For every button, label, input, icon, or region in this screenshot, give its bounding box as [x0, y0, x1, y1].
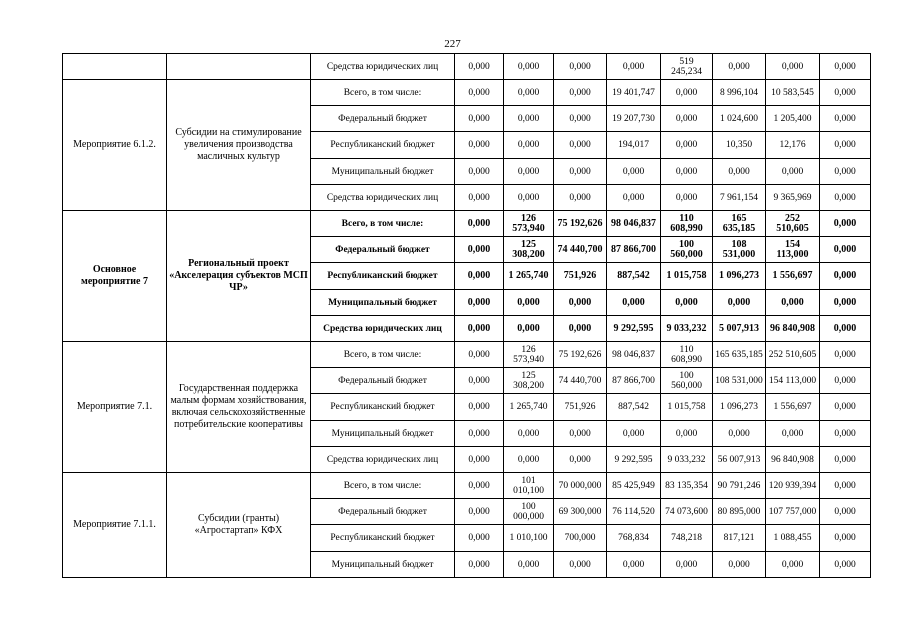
amount-cell: 0,000: [554, 54, 607, 80]
amount-cell: 108 531,000: [713, 237, 766, 263]
amount-cell: 0,000: [713, 421, 766, 447]
amount-cell: 0,000: [607, 421, 661, 447]
amount-cell: 154 113,000: [766, 368, 820, 394]
amount-cell: 69 300,000: [554, 499, 607, 525]
funding-source-cell: Федеральный бюджет: [311, 499, 455, 525]
amount-cell: 519 245,234: [661, 54, 713, 80]
amount-cell: 0,000: [661, 106, 713, 132]
amount-cell: 0,000: [504, 421, 554, 447]
amount-cell: 75 192,626: [554, 342, 607, 368]
amount-cell: 9 033,232: [661, 447, 713, 473]
amount-cell: 0,000: [820, 54, 871, 80]
budget-table: [62, 53, 871, 578]
amount-cell: 0,000: [820, 473, 871, 499]
measure-code-cell: Мероприятие 7.1.1.: [63, 473, 167, 578]
amount-cell: 0,000: [455, 185, 504, 211]
table-row: [63, 54, 871, 80]
amount-cell: 110 608,990: [661, 211, 713, 237]
amount-cell: 0,000: [554, 132, 607, 159]
amount-cell: 154 113,000: [766, 237, 820, 263]
amount-cell: 7 961,154: [713, 185, 766, 211]
page-number: 227: [444, 38, 461, 50]
amount-cell: 1 265,740: [504, 394, 554, 421]
amount-cell: 0,000: [455, 473, 504, 499]
amount-cell: 165 635,185: [713, 342, 766, 368]
amount-cell: 0,000: [607, 185, 661, 211]
amount-cell: 0,000: [820, 237, 871, 263]
amount-cell: 252 510,605: [766, 211, 820, 237]
amount-cell: 0,000: [455, 106, 504, 132]
amount-cell: 74 073,600: [661, 499, 713, 525]
amount-cell: 0,000: [607, 290, 661, 316]
amount-cell: 0,000: [455, 316, 504, 342]
amount-cell: 887,542: [607, 394, 661, 421]
funding-source-cell: Всего, в том числе:: [311, 211, 455, 237]
funding-source-cell: Муниципальный бюджет: [311, 421, 455, 447]
amount-cell: 0,000: [455, 525, 504, 552]
amount-cell: 0,000: [554, 290, 607, 316]
table-row: [63, 80, 871, 106]
amount-cell: 100 000,000: [504, 499, 554, 525]
amount-cell: 0,000: [554, 421, 607, 447]
amount-cell: 0,000: [554, 185, 607, 211]
amount-cell: 0,000: [820, 421, 871, 447]
amount-cell: 165 635,185: [713, 211, 766, 237]
amount-cell: 108 531,000: [713, 368, 766, 394]
amount-cell: 0,000: [455, 499, 504, 525]
amount-cell: 125 308,200: [504, 368, 554, 394]
amount-cell: 126 573,940: [504, 211, 554, 237]
amount-cell: 0,000: [661, 80, 713, 106]
amount-cell: 0,000: [766, 290, 820, 316]
amount-cell: 0,000: [504, 159, 554, 185]
funding-source-cell: Республиканский бюджет: [311, 394, 455, 421]
measure-name-cell: [167, 54, 311, 80]
amount-cell: 12,176: [766, 132, 820, 159]
amount-cell: 10 583,545: [766, 80, 820, 106]
amount-cell: 0,000: [504, 316, 554, 342]
amount-cell: 107 757,000: [766, 499, 820, 525]
amount-cell: 1 096,273: [713, 394, 766, 421]
measure-name-cell: Государственная поддержка малым формам хозяйствования, включая сельскохозяйственные потребительские кооперативы: [167, 342, 311, 473]
table-body: [63, 54, 871, 578]
amount-cell: 0,000: [766, 54, 820, 80]
amount-cell: 76 114,520: [607, 499, 661, 525]
amount-cell: 9 292,595: [607, 316, 661, 342]
amount-cell: 87 866,700: [607, 368, 661, 394]
amount-cell: 100 560,000: [661, 237, 713, 263]
amount-cell: 887,542: [607, 263, 661, 290]
amount-cell: 0,000: [820, 290, 871, 316]
amount-cell: 0,000: [607, 54, 661, 80]
amount-cell: 0,000: [504, 54, 554, 80]
measure-code-cell: Мероприятие 7.1.: [63, 342, 167, 473]
amount-cell: 1 556,697: [766, 394, 820, 421]
amount-cell: 0,000: [820, 211, 871, 237]
amount-cell: 0,000: [713, 54, 766, 80]
amount-cell: 1 088,455: [766, 525, 820, 552]
amount-cell: 0,000: [713, 290, 766, 316]
table-row: [63, 211, 871, 237]
amount-cell: 751,926: [554, 394, 607, 421]
amount-cell: 252 510,605: [766, 342, 820, 368]
measure-name-cell: Субсидии (гранты) «Агростартап» КФХ: [167, 473, 311, 578]
amount-cell: 1 265,740: [504, 263, 554, 290]
funding-source-cell: Республиканский бюджет: [311, 263, 455, 290]
funding-source-cell: Муниципальный бюджет: [311, 159, 455, 185]
amount-cell: 126 573,940: [504, 342, 554, 368]
table-row: [63, 342, 871, 368]
amount-cell: 0,000: [820, 80, 871, 106]
amount-cell: 0,000: [455, 211, 504, 237]
amount-cell: 0,000: [504, 80, 554, 106]
amount-cell: 0,000: [504, 552, 554, 578]
amount-cell: 75 192,626: [554, 211, 607, 237]
measure-name-cell: Региональный проект «Акселерация субъектов МСП ЧР»: [167, 211, 311, 342]
funding-source-cell: Средства юридических лиц: [311, 316, 455, 342]
funding-source-cell: Средства юридических лиц: [311, 447, 455, 473]
amount-cell: 0,000: [504, 447, 554, 473]
amount-cell: 1 015,758: [661, 263, 713, 290]
amount-cell: 98 046,837: [607, 211, 661, 237]
amount-cell: 1 024,600: [713, 106, 766, 132]
amount-cell: 0,000: [713, 159, 766, 185]
funding-source-cell: Всего, в том числе:: [311, 342, 455, 368]
amount-cell: 19 207,730: [607, 106, 661, 132]
funding-source-cell: Муниципальный бюджет: [311, 552, 455, 578]
amount-cell: 98 046,837: [607, 342, 661, 368]
amount-cell: 0,000: [554, 80, 607, 106]
amount-cell: 0,000: [554, 316, 607, 342]
funding-source-cell: Всего, в том числе:: [311, 80, 455, 106]
amount-cell: 0,000: [554, 106, 607, 132]
amount-cell: 0,000: [504, 185, 554, 211]
amount-cell: 0,000: [820, 368, 871, 394]
amount-cell: 0,000: [661, 185, 713, 211]
amount-cell: 56 007,913: [713, 447, 766, 473]
amount-cell: 0,000: [455, 394, 504, 421]
amount-cell: 0,000: [820, 342, 871, 368]
amount-cell: 100 560,000: [661, 368, 713, 394]
funding-source-cell: Муниципальный бюджет: [311, 290, 455, 316]
funding-source-cell: Средства юридических лиц: [311, 54, 455, 80]
amount-cell: 700,000: [554, 525, 607, 552]
amount-cell: 8 996,104: [713, 80, 766, 106]
funding-source-cell: Средства юридических лиц: [311, 185, 455, 211]
amount-cell: 0,000: [766, 421, 820, 447]
amount-cell: 0,000: [607, 159, 661, 185]
measure-code-cell: [63, 54, 167, 80]
amount-cell: 5 007,913: [713, 316, 766, 342]
amount-cell: 0,000: [455, 368, 504, 394]
amount-cell: 85 425,949: [607, 473, 661, 499]
amount-cell: 748,218: [661, 525, 713, 552]
amount-cell: 120 939,394: [766, 473, 820, 499]
amount-cell: 0,000: [455, 290, 504, 316]
amount-cell: 9 292,595: [607, 447, 661, 473]
amount-cell: 9 033,232: [661, 316, 713, 342]
amount-cell: 70 000,000: [554, 473, 607, 499]
amount-cell: 87 866,700: [607, 237, 661, 263]
amount-cell: 80 895,000: [713, 499, 766, 525]
amount-cell: 0,000: [455, 263, 504, 290]
amount-cell: 0,000: [455, 159, 504, 185]
amount-cell: 0,000: [455, 447, 504, 473]
amount-cell: 0,000: [455, 132, 504, 159]
amount-cell: 125 308,200: [504, 237, 554, 263]
amount-cell: 0,000: [820, 106, 871, 132]
amount-cell: 74 440,700: [554, 237, 607, 263]
amount-cell: 751,926: [554, 263, 607, 290]
measure-name-cell: Субсидии на стимулирование увеличения производства масличных культур: [167, 80, 311, 211]
amount-cell: 0,000: [820, 394, 871, 421]
amount-cell: 0,000: [661, 421, 713, 447]
amount-cell: 0,000: [554, 159, 607, 185]
amount-cell: 194,017: [607, 132, 661, 159]
funding-source-cell: Республиканский бюджет: [311, 132, 455, 159]
amount-cell: 0,000: [820, 185, 871, 211]
amount-cell: 0,000: [661, 159, 713, 185]
amount-cell: 9 365,969: [766, 185, 820, 211]
amount-cell: 0,000: [455, 80, 504, 106]
amount-cell: 0,000: [820, 499, 871, 525]
amount-cell: 0,000: [504, 106, 554, 132]
amount-cell: 0,000: [607, 552, 661, 578]
amount-cell: 0,000: [766, 552, 820, 578]
funding-source-cell: Республиканский бюджет: [311, 525, 455, 552]
amount-cell: 1 010,100: [504, 525, 554, 552]
amount-cell: 0,000: [766, 159, 820, 185]
amount-cell: 83 135,354: [661, 473, 713, 499]
amount-cell: 0,000: [455, 54, 504, 80]
measure-code-cell: Мероприятие 6.1.2.: [63, 80, 167, 211]
amount-cell: 1 205,400: [766, 106, 820, 132]
table-row: [63, 473, 871, 499]
amount-cell: 0,000: [820, 525, 871, 552]
amount-cell: 0,000: [554, 552, 607, 578]
amount-cell: 0,000: [820, 316, 871, 342]
amount-cell: 0,000: [504, 132, 554, 159]
amount-cell: 10,350: [713, 132, 766, 159]
funding-source-cell: Всего, в том числе:: [311, 473, 455, 499]
amount-cell: 0,000: [455, 237, 504, 263]
amount-cell: 0,000: [455, 421, 504, 447]
amount-cell: 0,000: [504, 290, 554, 316]
amount-cell: 1 096,273: [713, 263, 766, 290]
amount-cell: 1 556,697: [766, 263, 820, 290]
amount-cell: 90 791,246: [713, 473, 766, 499]
funding-source-cell: Федеральный бюджет: [311, 106, 455, 132]
amount-cell: 0,000: [455, 552, 504, 578]
amount-cell: 110 608,990: [661, 342, 713, 368]
amount-cell: 0,000: [455, 342, 504, 368]
amount-cell: 19 401,747: [607, 80, 661, 106]
measure-code-cell: Основное мероприятие 7: [63, 211, 167, 342]
amount-cell: 96 840,908: [766, 316, 820, 342]
amount-cell: 0,000: [820, 132, 871, 159]
amount-cell: 0,000: [820, 263, 871, 290]
amount-cell: 0,000: [820, 159, 871, 185]
amount-cell: 0,000: [661, 552, 713, 578]
amount-cell: 0,000: [820, 447, 871, 473]
amount-cell: 768,834: [607, 525, 661, 552]
amount-cell: 0,000: [820, 552, 871, 578]
amount-cell: 1 015,758: [661, 394, 713, 421]
amount-cell: 74 440,700: [554, 368, 607, 394]
amount-cell: 0,000: [713, 552, 766, 578]
amount-cell: 0,000: [661, 290, 713, 316]
amount-cell: 0,000: [554, 447, 607, 473]
amount-cell: 817,121: [713, 525, 766, 552]
funding-source-cell: Федеральный бюджет: [311, 237, 455, 263]
amount-cell: 101 010,100: [504, 473, 554, 499]
amount-cell: 0,000: [661, 132, 713, 159]
funding-source-cell: Федеральный бюджет: [311, 368, 455, 394]
amount-cell: 96 840,908: [766, 447, 820, 473]
